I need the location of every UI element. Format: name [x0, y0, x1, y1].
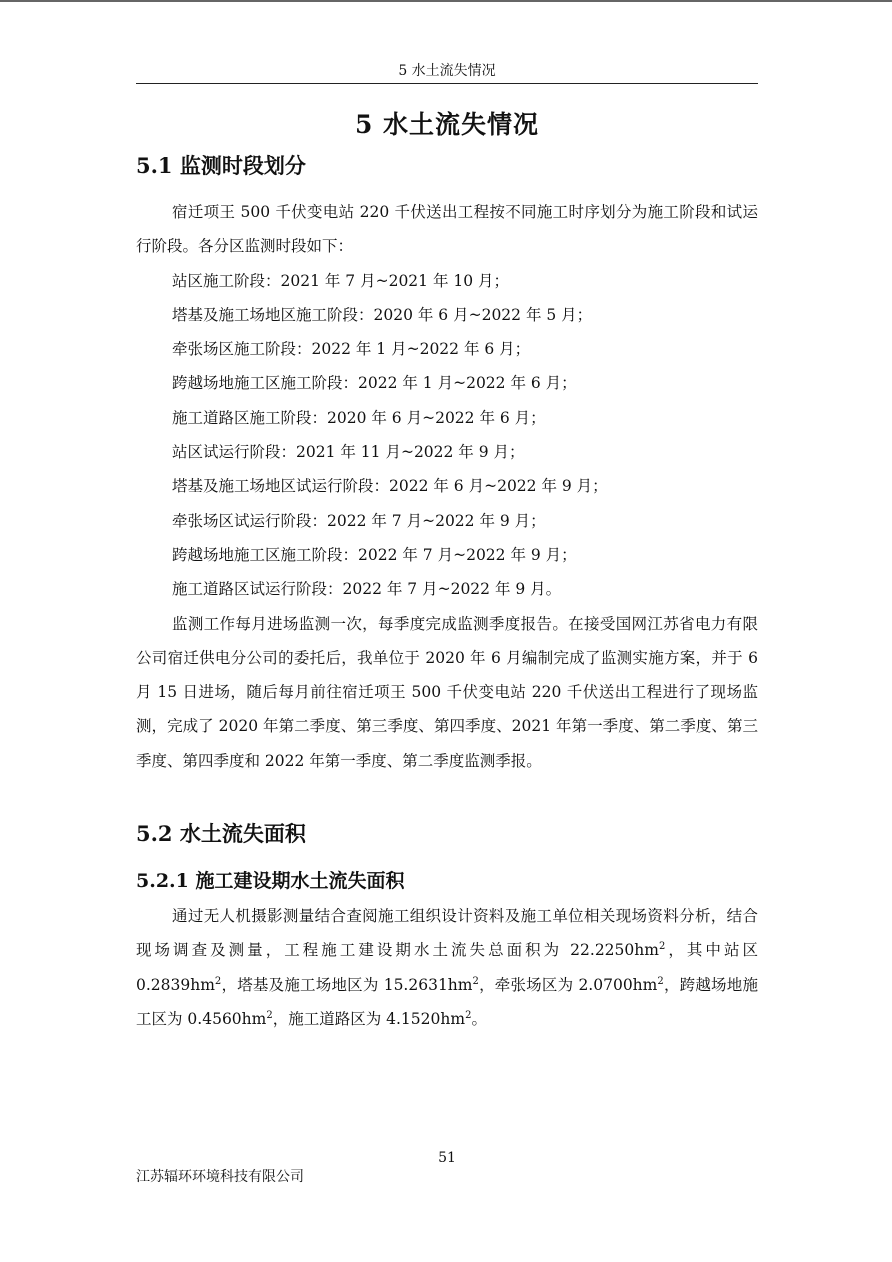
period-item: 施工道路区施工阶段：2020 年 6 月~2022 年 6 月； [172, 408, 546, 427]
chapter-title: 5 水土流失情况 [354, 110, 540, 139]
superscript: 2 [266, 1009, 273, 1021]
period-item: 跨越场地施工区施工阶段：2022 年 7 月~2022 年 9 月； [172, 545, 577, 564]
section-heading-5-2: 5.2 水土流失面积 [136, 821, 306, 846]
period-item: 塔基及施工场地区试运行阶段：2022 年 6 月~2022 年 9 月； [172, 477, 608, 496]
page-number: 51 [438, 1150, 456, 1166]
period-item: 牵张场区试运行阶段：2022 年 7 月~2022 年 9 月； [172, 511, 546, 530]
section-heading-5-1: 5.1 监测时段划分 [136, 153, 306, 178]
superscript: 2 [465, 1009, 472, 1021]
superscript: 2 [657, 975, 664, 987]
area-text-crossing: ，跨越场地施工区为 0.4560hm [136, 975, 758, 1028]
area-text-total: 通过无人机摄影测量结合查阅施工组织设计资料及施工单位相关现场资料分析，结合现场调查及测量，工程施工建设期水土流失总面积为 22.2250hm [136, 907, 758, 960]
page-top-border [0, 0, 892, 2]
period-item: 施工道路区试运行阶段：2022 年 7 月~2022 年 9 月。 [172, 580, 562, 599]
area-text-tower: ，塔基及施工场地区为 15.2631hm [221, 975, 473, 994]
intro-paragraph: 宿迁项王 500 千伏变电站 220 千伏送出工程按不同施工时序划分为施工阶段和试运行阶段。各分区监测时段如下： [136, 203, 758, 256]
superscript: 2 [214, 975, 222, 987]
subsection-heading-5-2-1: 5.2.1 施工建设期水土流失面积 [136, 870, 405, 892]
period-item: 站区施工阶段：2021 年 7 月~2021 年 10 月； [172, 271, 510, 290]
header-rule [136, 83, 758, 84]
monitoring-paragraph: 监测工作每月进场监测一次，每季度完成监测季度报告。在接受国网江苏省电力有限公司宿迁供电分公司的委托后，我单位于 2020 年 6 月编制完成了监测实施方案，并于 6 月 15 日进场，随后每月前往宿迁项王 500 千伏变电站 220 千伏送出工程进行了现场监测，完成了 2020 年第二季度、第三季度、第四季度、2021 年第一季度、第二季度、第三季度、第四季度和 2022 年第一季度、第二季度监测季报。 [136, 614, 758, 770]
footer-company: 江苏辐环环境科技有限公司 [136, 1169, 304, 1185]
period-item: 牵张场区施工阶段：2022 年 1 月~2022 年 6 月； [172, 340, 531, 359]
section-5-2-1-body [136, 899, 758, 1036]
superscript: 2 [658, 941, 666, 953]
period-item: 跨越场地施工区施工阶段：2022 年 1 月~2022 年 6 月； [172, 374, 577, 393]
area-paragraph [136, 899, 758, 1036]
period-item: 塔基及施工场地区施工阶段：2020 年 6 月~2022 年 5 月； [172, 305, 593, 324]
area-text-end: 。 [471, 1009, 487, 1028]
area-text-station: ，其中站区 0.2839hm [136, 941, 758, 994]
superscript: 2 [472, 975, 479, 987]
area-text-road: ，施工道路区为 4.1520hm [272, 1009, 466, 1028]
area-text-tension: ，牵张场区为 2.0700hm [478, 975, 658, 994]
section-5-1-body [136, 195, 758, 778]
running-header: 5 水土流失情况 [398, 63, 496, 79]
period-item: 站区试运行阶段：2021 年 11 月~2022 年 9 月； [172, 443, 525, 462]
